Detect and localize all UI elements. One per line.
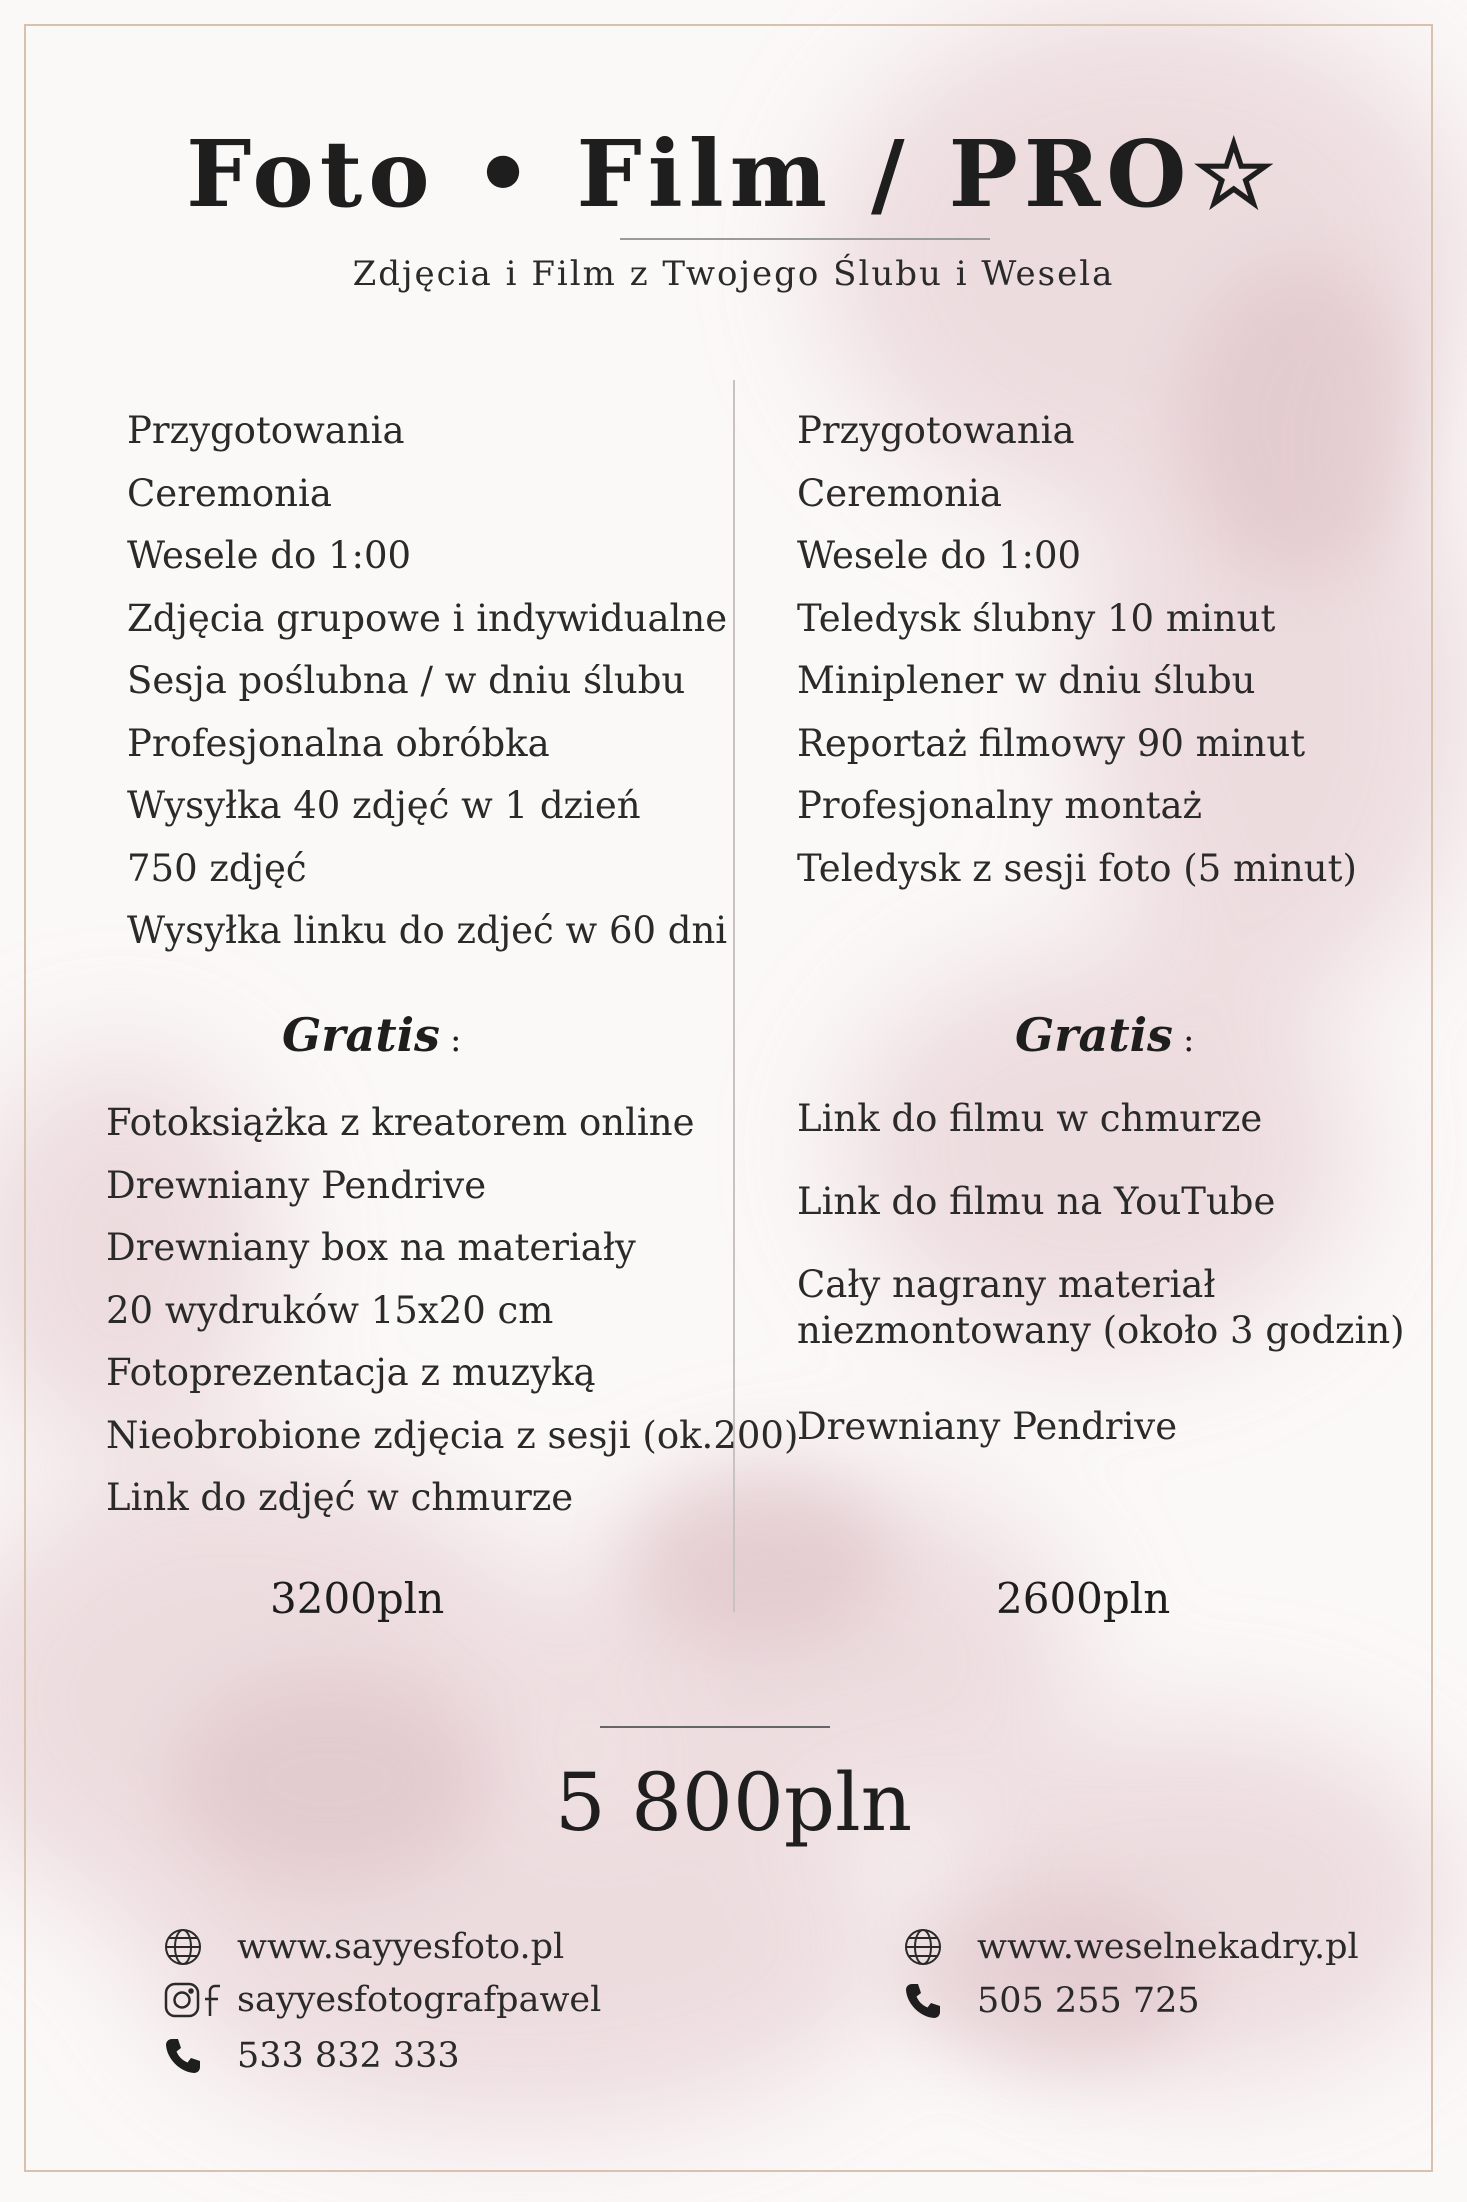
list-item: 750 zdjęć	[127, 846, 307, 890]
list-item: Reportaż filmowy 90 minut	[797, 721, 1306, 765]
list-item: Przygotowania	[127, 409, 405, 452]
gratis-colon: :	[1182, 1020, 1195, 1060]
phone-icon	[903, 1979, 969, 2023]
list-item: Nieobrobione zdjęcia z sesji (ok.200)	[106, 1413, 799, 1457]
list-item: Sesja poślubna / w dniu ślubu	[127, 659, 686, 702]
total-price: 5 800pln	[554, 1756, 913, 1849]
list-item: Fotoprezentacja z muzyką	[106, 1351, 596, 1394]
left-gratis-list	[106, 1092, 798, 1530]
gratis-colon: :	[449, 1020, 462, 1060]
left-price: 3200pln	[270, 1574, 445, 1623]
contact-phone-right	[903, 1974, 1200, 2028]
list-item: Wesele do 1:00	[127, 534, 412, 577]
list-item: Drewniany Pendrive	[106, 1163, 487, 1207]
title-divider	[620, 238, 990, 240]
contact-phone-left	[163, 2029, 460, 2083]
list-item: Wysyłka linku do zdjeć w 60 dni	[127, 909, 728, 952]
left-feature-list	[127, 400, 727, 963]
contact-website-right	[903, 1920, 1359, 1974]
page-title: Foto • Film / PRO☆	[186, 120, 1281, 228]
total-divider	[600, 1726, 830, 1728]
list-item: Teledysk z sesji foto (5 minut)	[797, 846, 1357, 890]
list-item: Drewniany box na materiały	[106, 1226, 636, 1269]
contact-social-left	[163, 1973, 601, 2027]
gratis-label: Gratis	[282, 1008, 440, 1062]
list-item: Teledysk ślubny 10 minut	[797, 596, 1276, 640]
list-item: Wesele do 1:00	[797, 534, 1082, 577]
globe-icon	[903, 1925, 969, 1969]
website-link[interactable]: www.sayyesfoto.pl	[237, 1927, 565, 1967]
list-item: Miniplener w dniu ślubu	[797, 659, 1256, 702]
list-item: Link do filmu w chmurze	[797, 1097, 1263, 1140]
contact-website-left	[163, 1920, 564, 1974]
list-item: Zdjęcia grupowe i indywidualne	[127, 596, 728, 640]
phone-number[interactable]: 505 255 725	[977, 1981, 1200, 2021]
list-item: Fotoksiążka z kreatorem online	[106, 1101, 695, 1144]
right-feature-list	[797, 400, 1357, 900]
phone-icon	[163, 2034, 229, 2078]
list-item: 20 wydruków 15x20 cm	[106, 1288, 554, 1332]
page-subtitle: Zdjęcia i Film z Twojego Ślubu i Wesela	[352, 254, 1115, 294]
list-item: Ceremonia	[127, 471, 332, 515]
social-handle[interactable]: sayyesfotografpawel	[237, 1980, 602, 2020]
globe-icon	[163, 1925, 229, 1969]
list-item: niezmontowany (około 3 godzin)	[797, 1309, 1405, 1352]
list-item: Wysyłka 40 zdjęć w 1 dzień	[127, 784, 641, 827]
phone-number[interactable]: 533 832 333	[237, 2036, 460, 2076]
right-gratis-heading	[1015, 1008, 1194, 1062]
list-item: Link do filmu na YouTube	[797, 1180, 1276, 1223]
list-item: Przygotowania	[797, 409, 1075, 452]
website-link[interactable]: www.weselnekadry.pl	[977, 1927, 1359, 1967]
list-item: Profesjonalny montaż	[797, 784, 1203, 827]
list-item: Cały nagrany materiał	[797, 1263, 1216, 1306]
list-item: Drewniany Pendrive	[797, 1405, 1178, 1448]
gratis-label: Gratis	[1015, 1008, 1173, 1062]
list-item: Ceremonia	[797, 471, 1002, 515]
right-price: 2600pln	[996, 1574, 1171, 1623]
instagram-facebook-icon	[163, 1978, 229, 2022]
list-item: Link do zdjęć w chmurze	[106, 1476, 574, 1519]
left-gratis-heading	[282, 1008, 461, 1062]
list-item: Profesjonalna obróbka	[127, 721, 550, 765]
